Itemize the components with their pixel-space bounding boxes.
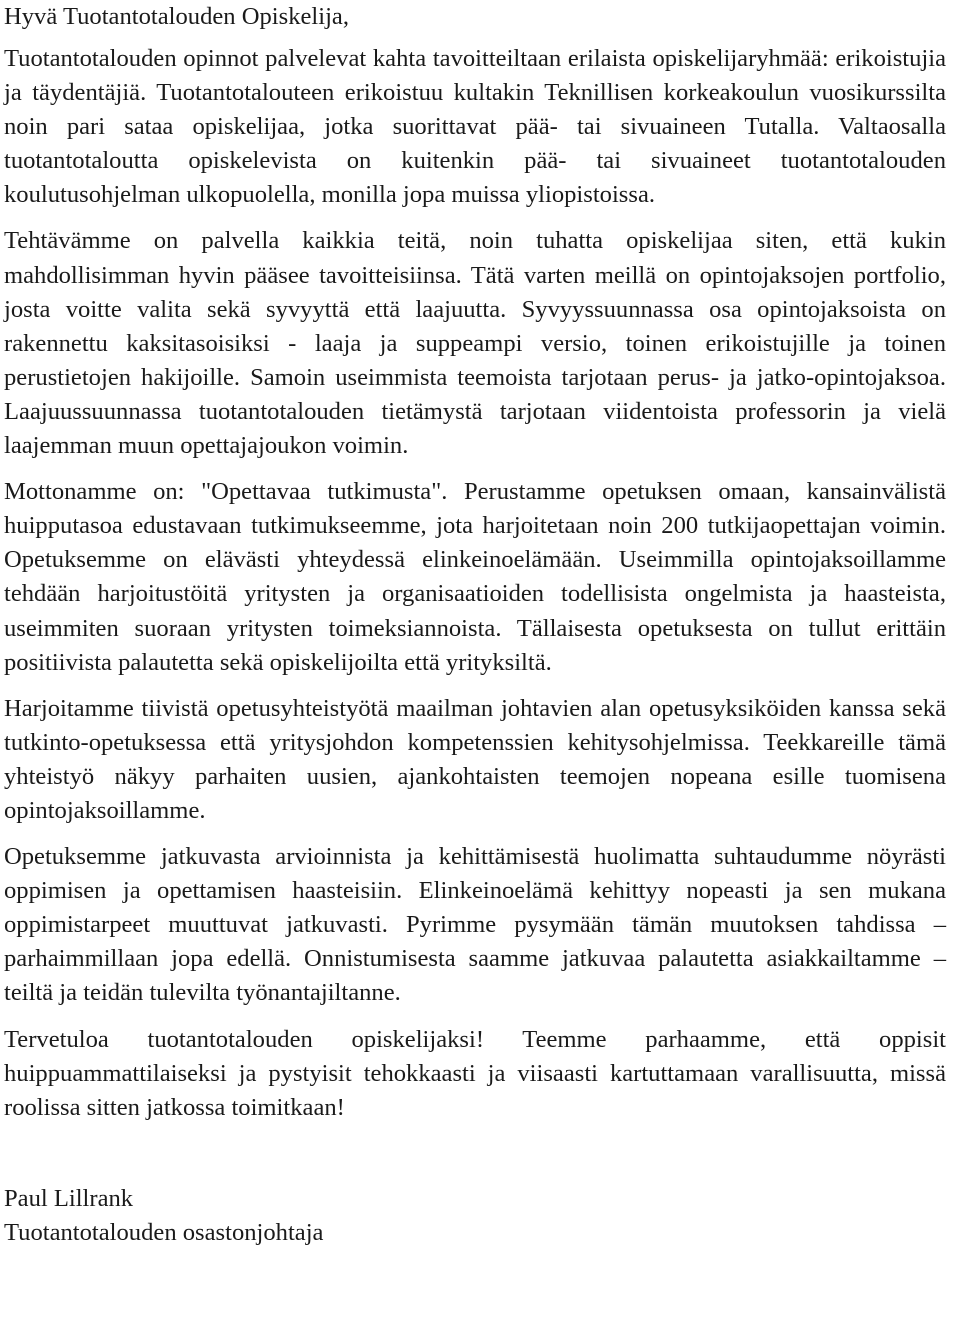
- paragraph-portfolio: Tehtävämme on palvella kaikkia teitä, noin tuhatta opiskelijaa siten, että kukin mahdollisimman hyvin pääsee tavoitteisiinsa. Tätä varten meillä on opintojaksojen portfolio, josta voitte valita sekä syvyyttä että laajuutta. Syvyyssuunnassa osa opintojaksoista on rakennettu kaksitasoisiksi - laaja ja suppeampi versio, toinen erikoistujille ja toinen perustietojen hakijoille. Samoin useimmista teemoista tarjotaan perus- ja jatko-opintojaksoa. Laajuussuunnassa tuotantotalouden tietämystä tarjotaan viidentoista professorin ja vielä laajemman muun opettajajoukon voimin.: [4, 227, 946, 460]
- signature-title: Tuotantotalouden osastonjohtaja: [4, 1218, 324, 1246]
- paragraph-cooperation: Harjoitamme tiivistä opetusyhteistyötä maailman johtavien alan opetusyksiköiden kanssa sekä tutkinto-opetuksessa että yritysjohdon kompetenssien kehitysohjelmissa. Teekkareille tämä yhteistyö näkyy parhaiten uusien, ajankohtaisten teemojen nopeana esille tuomisena opintojaksoillamme.: [4, 694, 946, 824]
- signature-name: Paul Lillrank: [4, 1184, 134, 1212]
- salutation: Hyvä Tuotantotalouden Opiskelija,: [4, 3, 349, 30]
- paragraph-audiences: Tuotantotalouden opinnot palvelevat kahta tavoitteiltaan erilaista opiskelijaryhmää: erikoistujia ja täydentäjiä. Tuotantotalouteen erikoistuu kultakin Teknillisen korkeakoulun vuosikurssilta noin pari sataa opiskelijaa, jotka suorittavat pää- tai sivuaineen Tutalla. Valtaosalla tuotantotaloutta opiskelevista on kuitenkin pää- tai sivuaineet tuotantotalouden koulutusohjelman ulkopuolella, monilla jopa muissa yliopistoissa.: [4, 45, 946, 209]
- paragraph-development: Opetuksemme jatkuvasta arvioinnista ja kehittämisestä huolimatta suhtaudumme nöyrästi oppimisen ja opettamisen haasteisiin. Elinkeinoelämä kehittyy nopeasti ja sen mukana oppimistarpeet muuttuvat jatkuvasti. Pyrimme pysymään tämän muutoksen tahdissa – parhaimmillaan jopa edellä. Onnistumisesta saamme jatkuvaa palautetta asiakkailtamme – teiltä ja teidän tulevilta työnantajiltanne.: [4, 843, 946, 1007]
- signature-block: [4, 1182, 946, 1250]
- paragraph-welcome: Tervetuloa tuotantotalouden opiskelijaksi! Teemme parhaamme, että oppisit huippuammattilaiseksi ja pystyisit tehokkaasti ja viisaasti kartuttamaan varallisuutta, missä roolissa sitten jatkossa toimitkaan!: [4, 1025, 946, 1121]
- paragraph-motto: Mottonamme on: "Opettavaa tutkimusta". Perustamme opetuksen omaan, kansainvälistä huipputasoa edustavaan tutkimukseemme, jota harjoitetaan noin 200 tutkijaopettajan voimin. Opetuksemme on elävästi yhteydessä elinkeinoelämään. Useimmilla opintojaksoillamme tehdään harjoitustöitä yritysten ja organisaatioiden todellisista ongelmista ja haasteista, useimmiten suoraan yritysten toimeksiannoista. Tällaisesta opetuksesta on tullut erittäin positiivista palautetta sekä opiskelijoilta että yrityksiltä.: [4, 478, 946, 676]
